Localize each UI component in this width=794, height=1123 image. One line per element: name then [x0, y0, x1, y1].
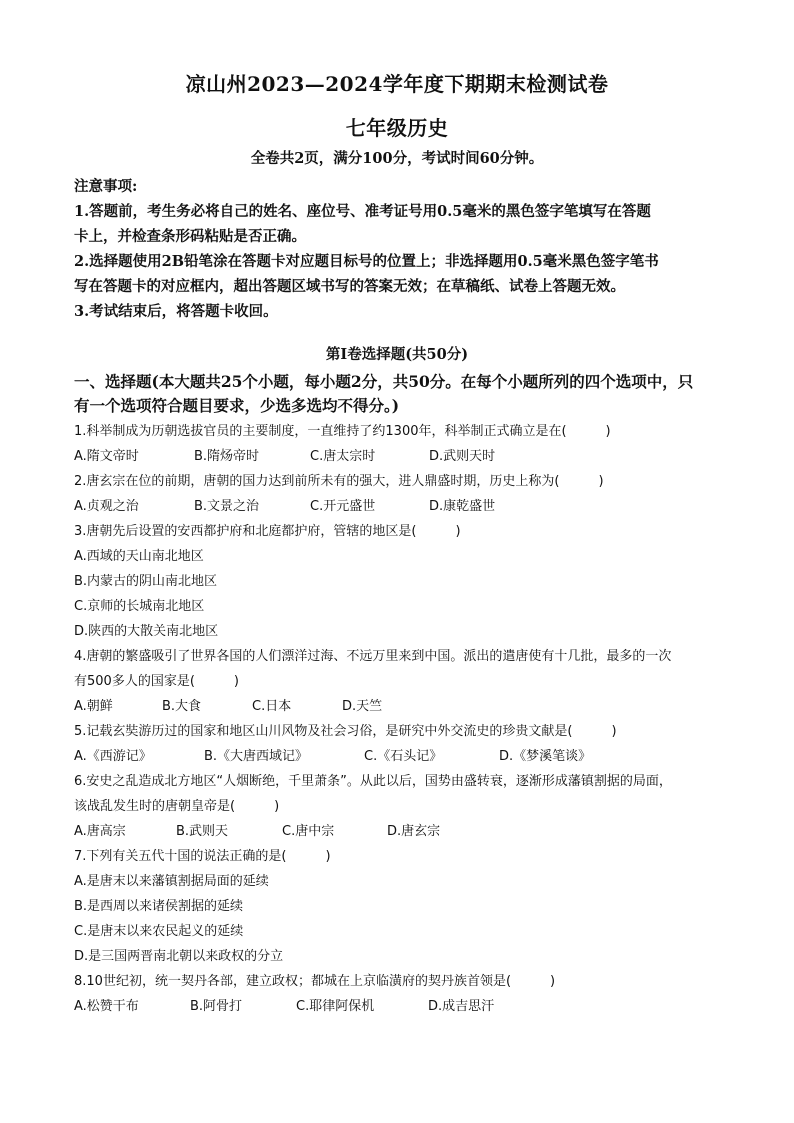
question-stem: 7.下列有关五代十国的说法正确的是( ) — [74, 849, 331, 864]
question-3 — [74, 519, 734, 644]
option-d: D.是三国两晋南北朝以来政权的分立 — [74, 949, 284, 964]
option-row — [74, 494, 734, 519]
option-c: C.日本 — [252, 699, 292, 714]
option-d: D.成吉思汗 — [428, 999, 495, 1014]
option-c: C.唐太宗时 — [310, 449, 376, 464]
question-stem: 该战乱发生时的唐朝皇帝是( ) — [74, 799, 280, 814]
option-b: B.武则天 — [176, 824, 229, 839]
question-1 — [74, 419, 734, 469]
question-stem: 8.10世纪初，统一契丹各部，建立政权；都城在上京临潢府的契丹族首领是( ) — [74, 974, 556, 989]
option-b: B.阿骨打 — [190, 999, 243, 1014]
option-b: B.隋炀帝时 — [194, 449, 260, 464]
option-d: D.康乾盛世 — [429, 499, 496, 514]
exam-meta: 全卷共2页，满分100分，考试时间60分钟。 — [250, 150, 544, 167]
notice-line: 写在答题卡的对应框内，超出答题区域书写的答案无效；在草稿纸、试卷上答题无效。 — [74, 278, 625, 295]
notice-line: 卡上，并检查条形码粘贴是否正确。 — [74, 228, 306, 245]
notice-line: 1.答题前，考生务必将自己的姓名、座位号、准考证号用0.5毫米的黑色签字笔填写在答题 — [74, 203, 651, 220]
option-d: D.唐玄宗 — [387, 824, 441, 839]
option-row — [74, 744, 734, 769]
notice-line: 2.选择题使用2B铅笔涂在答题卡对应题目标号的位置上；非选择题用0.5毫米黑色签字笔书 — [74, 253, 659, 270]
option-b: B.是西周以来诸侯割据的延续 — [74, 899, 244, 914]
question-8 — [74, 969, 734, 1019]
question-stem: 5.记载玄奘游历过的国家和地区山川风物及社会习俗，是研究中外交流史的珍贵文献是( ) — [74, 724, 617, 739]
option-b: B.《大唐西域记》 — [204, 749, 309, 764]
option-d: D.武则天时 — [429, 449, 496, 464]
option-d: D.陕西的大散关南北地区 — [74, 624, 219, 639]
option-d: D.《梦溪笔谈》 — [499, 749, 592, 764]
option-c: C.京师的长城南北地区 — [74, 599, 205, 614]
option-b: B.内蒙古的阴山南北地区 — [74, 574, 218, 589]
section-instructions — [74, 370, 734, 418]
option-a: A.唐高宗 — [74, 824, 126, 839]
question-stem: 1.科举制成为历朝选拔官员的主要制度，一直维持了约1300年，科举制正式确立是在( ) — [74, 424, 611, 439]
question-6 — [74, 769, 734, 844]
option-row — [74, 444, 734, 469]
option-a: A.松赞干布 — [74, 999, 139, 1014]
option-b: B.大食 — [162, 699, 202, 714]
exam-title: 凉山州2023—2024学年度下期期末检测试卷 — [185, 72, 609, 96]
question-2 — [74, 469, 734, 519]
instruction-line: 一、选择题(本大题共25个小题，每小题2分，共50分。在每个小题所列的四个选项中，只 — [74, 372, 694, 391]
instruction-line: 有一个选项符合题目要求，少选多选均不得分。) — [74, 396, 400, 415]
option-d: D.天竺 — [342, 699, 383, 714]
question-7 — [74, 844, 734, 969]
exam-subject: 七年级历史 — [345, 116, 449, 140]
option-c: C.是唐末以来农民起义的延续 — [74, 924, 244, 939]
option-c: C.唐中宗 — [282, 824, 335, 839]
option-b: B.文景之治 — [194, 499, 260, 514]
question-4 — [74, 644, 734, 719]
option-c: C.《石头记》 — [364, 749, 443, 764]
option-a: A.西域的天山南北地区 — [74, 549, 204, 564]
option-a: A.贞观之治 — [74, 499, 139, 514]
notice-block — [74, 174, 734, 324]
question-stem: 2.唐玄宗在位的前期，唐朝的国力达到前所未有的强大，进人鼎盛时期，历史上称为( ) — [74, 474, 604, 489]
section-title: 第Ⅰ卷选择题(共50分) — [325, 346, 469, 363]
option-row — [74, 994, 734, 1019]
option-a: A.隋文帝时 — [74, 449, 139, 464]
question-stem: 6.安史之乱造成北方地区“人烟断绝，千里萧条”。从此以后，国势由盛转衰，逐渐形成藩镇割据的局面， — [74, 774, 672, 789]
option-a: A.《西游记》 — [74, 749, 152, 764]
option-row — [74, 694, 734, 719]
question-stem: 有500多人的国家是( ) — [74, 674, 239, 689]
option-c: C.开元盛世 — [310, 499, 376, 514]
option-a: A.朝鲜 — [74, 699, 113, 714]
notice-heading: 注意事项: — [74, 178, 138, 195]
option-c: C.耶律阿保机 — [296, 999, 375, 1014]
question-stem: 3.唐朝先后设置的安西都护府和北庭都护府，管辖的地区是( ) — [74, 524, 461, 539]
option-row — [74, 819, 734, 844]
question-stem: 4.唐朝的繁盛吸引了世界各国的人们漂洋过海、不远万里来到中国。派出的遣唐使有十几批，最多的一次 — [74, 649, 672, 664]
option-a: A.是唐末以来藩镇割据局面的延续 — [74, 874, 269, 889]
notice-line: 3.考试结束后，将答题卡收回。 — [74, 303, 278, 320]
question-5 — [74, 719, 734, 769]
